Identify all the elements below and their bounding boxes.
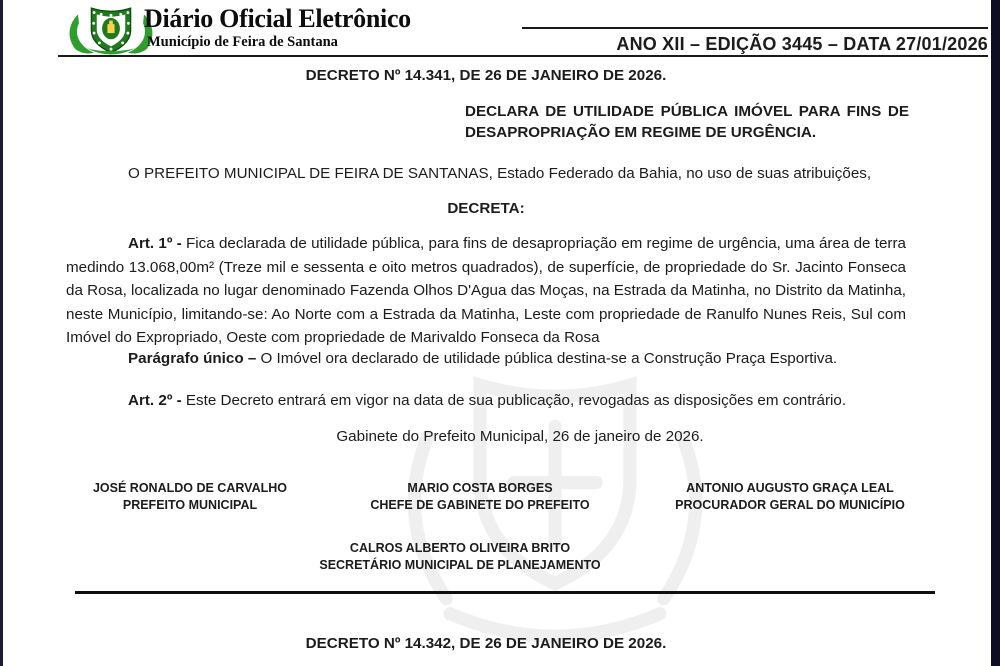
signature-block (60, 480, 320, 513)
decree-summary: DECLARA DE UTILIDADE PÚBLICA IMÓVEL PARA FINS DE DESAPROPRIAÇÃO EM REGIME DE URGÊNCIA. (465, 103, 909, 141)
article-1-text: Fica declarada de utilidade pública, para fins de desapropriação em regime de urgência, uma área de terra medindo 13.068,00m² (Treze mil e sessenta e oito metros quadrados), de superfície, de propriedade do Sr. Jacinto Fonseca da Rosa, localizada no lugar denominado Fazenda Olhos D'Agua das Moças, na Estrada da Matinha, no Distrito da Matinha, neste Município, limitando-se: Ao Norte com a Estrada da Matinha, Leste com propriedade de Ranulfo Nunes Reis, Sul com Imóvel do Expropriado, Oeste com propriedade de Marivaldo Fonseca da Rosa (66, 235, 906, 346)
decree-preamble: O PREFEITO MUNICIPAL DE FEIRA DE SANTANAS, Estado Federado da Bahia, no uso de suas atribuições, (128, 165, 872, 182)
decreta-heading: DECRETA: (447, 200, 525, 217)
signature-name: CALROS ALBERTO OLIVEIRA BRITO (349, 541, 571, 555)
signature-name: MARIO COSTA BORGES (407, 481, 553, 495)
sole-paragraph-text: O Imóvel ora declarado de utilidade pública destina-se a Construção Praça Esportiva. (256, 350, 838, 367)
masthead-subtitle: Município de Feira de Santana (147, 34, 338, 50)
article-1-label: Art. 1º - (128, 235, 182, 252)
masthead-title: Diário Oficial Eletrônico (144, 4, 411, 33)
edition-line: ANO XII – EDIÇÃO 3445 – DATA 27/01/2026 (522, 27, 988, 55)
next-decree-title: DECRETO Nº 14.342, DE 26 DE JANEIRO DE 2026. (305, 635, 667, 652)
signature-block (270, 540, 650, 573)
section-divider (75, 591, 935, 594)
header-divider (58, 55, 988, 57)
signature-role: CHEFE DE GABINETE DO PREFEITO (370, 497, 590, 512)
signature-name: ANTONIO AUGUSTO GRAÇA LEAL (686, 481, 894, 495)
closing-line: Gabinete do Prefeito Municipal, 26 de janeiro de 2026. (336, 428, 704, 445)
sole-paragraph (66, 347, 906, 371)
decree-title: DECRETO Nº 14.341, DE 26 DE JANEIRO DE 2026. (305, 67, 667, 84)
signature-role: PREFEITO MUNICIPAL (122, 497, 258, 512)
article-2 (66, 389, 906, 413)
signature-role: SECRETÁRIO MUNICIPAL DE PLANEJAMENTO (319, 557, 601, 572)
signature-block (350, 480, 610, 513)
signature-block (650, 480, 930, 513)
article-2-label: Art. 2º - (128, 392, 182, 409)
signature-role: PROCURADOR GERAL DO MUNICÍPIO (675, 497, 905, 512)
article-1 (66, 232, 906, 350)
article-2-text: Este Decreto entrará em vigor na data de sua publicação, revogadas as disposições em contrário. (181, 392, 847, 409)
sole-paragraph-label: Parágrafo único – (128, 350, 257, 367)
signature-name: JOSÉ RONALDO DE CARVALHO (92, 481, 287, 495)
